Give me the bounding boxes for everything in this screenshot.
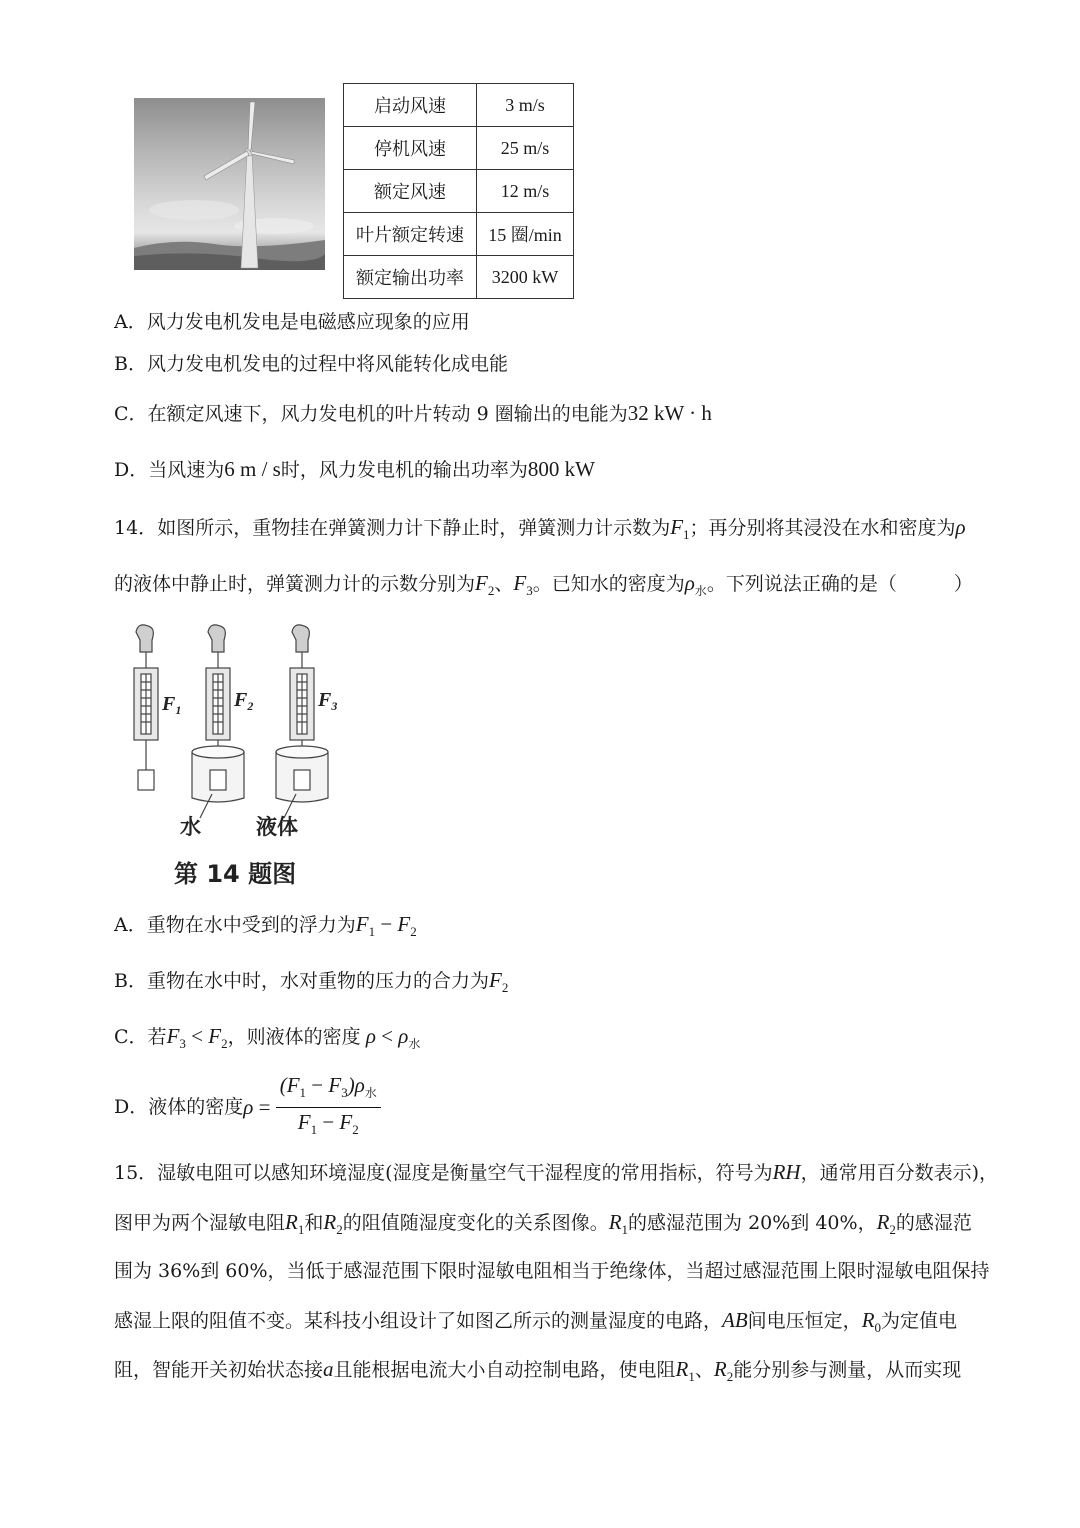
force-symbol: $F_3$ — [513, 571, 533, 598]
power-value: 800 kW — [527, 457, 595, 481]
q13-option-a[interactable] — [114, 310, 470, 334]
q15-stem-line2 — [114, 1210, 972, 1242]
option-letter: C． — [114, 403, 148, 425]
stem-text: 感湿上限的阻值不变。某科技小组设计了如图乙所示的测量湿度的电路， — [114, 1310, 723, 1332]
energy-value: 32 kW · h — [627, 401, 712, 425]
rh-symbol: RH — [772, 1160, 801, 1184]
r1-symbol: $R_1$ — [675, 1357, 695, 1384]
buoyancy-expression: $F_1 - F_2$ — [355, 912, 417, 939]
label-f2: $F_2$ — [234, 689, 254, 713]
q13-option-c[interactable] — [114, 401, 712, 426]
stem-text: ，通常用百分数表示)， — [800, 1162, 999, 1184]
label-f1: $F_1$ — [162, 693, 182, 717]
q13-option-d[interactable] — [114, 457, 595, 482]
table-cell-label: 启动风速 — [344, 84, 477, 127]
r1-symbol: $R_1$ — [608, 1210, 629, 1237]
option-text: 液体的密度 — [148, 1096, 244, 1118]
stem-text: 间电压恒定， — [747, 1310, 862, 1332]
option-text: 当风速为 — [148, 459, 225, 481]
turbine-spec-table — [343, 83, 574, 299]
stem-text: 。已知水的密度为 — [532, 573, 685, 595]
stem-text: 。下列说法正确的是（ ） — [706, 573, 973, 595]
option-text: 重物在水中时，水对重物的压力的合力为 — [146, 970, 489, 992]
force-symbol: $F_2$ — [475, 571, 495, 598]
separator: 、 — [694, 1359, 714, 1381]
q14-stem-line1 — [114, 515, 966, 547]
stem-text: 的液体中静止时，弹簧测力计的示数分别为 — [114, 573, 476, 595]
option-text: 重物在水中受到的浮力为 — [146, 914, 356, 936]
table-cell-label: 叶片额定转速 — [344, 213, 477, 256]
stem-text: 为定值电 — [881, 1310, 958, 1332]
stem-text: 的阻值随湿度变化的关系图像。 — [342, 1212, 609, 1234]
table-row — [344, 127, 574, 170]
figure-caption: 第 14 题图 — [174, 860, 297, 888]
option-text: 风力发电机发电是电磁感应现象的应用 — [146, 311, 470, 333]
label-f3: $F_3$ — [318, 689, 338, 713]
stem-text: 15．湿敏电阻可以感知环境湿度(湿度是衡量空气干湿程度的常用指标，符号为 — [114, 1162, 773, 1184]
option-text: 风力发电机发电的过程中将风能转化成电能 — [146, 353, 508, 375]
spring-scale-diagram — [128, 622, 348, 892]
a-symbol: a — [323, 1357, 334, 1381]
stem-text: 如图所示，重物挂在弹簧测力计下静止时，弹簧测力计示数为 — [157, 517, 671, 539]
table-cell-value: 25 m/s — [477, 127, 574, 170]
option-text: 若 — [147, 1026, 167, 1048]
q15-stem-line3 — [114, 1259, 990, 1283]
q13-option-b[interactable] — [114, 352, 508, 376]
table-cell-label: 额定风速 — [344, 170, 477, 213]
table-row — [344, 213, 574, 256]
r2-symbol: $R_2$ — [876, 1210, 896, 1237]
table-cell-label: 停机风速 — [344, 127, 477, 170]
r0-symbol: $R_0$ — [861, 1308, 882, 1335]
r2-symbol: $R_2$ — [713, 1357, 734, 1384]
stem-text: 阻，智能开关初始状态接 — [114, 1359, 324, 1381]
option-letter: D． — [114, 459, 149, 481]
table-cell-value: 12 m/s — [477, 170, 574, 213]
density-expression: $\rho < \rho_水$ — [365, 1024, 421, 1051]
option-letter: D． — [114, 1096, 149, 1118]
table-row — [344, 170, 574, 213]
table-row — [344, 256, 574, 299]
stem-text: 能分别参与测量，从而实现 — [733, 1359, 962, 1381]
option-letter: A． — [114, 311, 147, 333]
ab-symbol: AB — [722, 1308, 748, 1332]
q14-option-d[interactable] — [114, 1072, 381, 1139]
table-cell-value: 3 m/s — [477, 84, 574, 127]
option-text: 在额定风速下，风力发电机的叶片转动 9 圈输出的电能为 — [147, 403, 628, 425]
label-water: 水 — [180, 815, 201, 839]
r2-symbol: $R_2$ — [323, 1210, 343, 1237]
stem-text: 和 — [304, 1212, 324, 1234]
option-letter: A． — [114, 914, 147, 936]
density-formula: ρ = $\frac{(F_1 - F_3)\rho_水}{F_1 - F_2}$ — [243, 1073, 381, 1142]
stem-text: 围为 36%到 60%，当低于感湿范围下限时湿敏电阻相当于绝缘体，当超过感湿范围上限时湿敏电阻保持 — [114, 1260, 990, 1282]
table-cell-value: 3200 kW — [477, 256, 574, 299]
option-letter: B． — [114, 970, 147, 992]
stem-text: 且能根据电流大小自动控制电路，使电阻 — [333, 1359, 676, 1381]
label-liquid: 液体 — [256, 815, 298, 839]
q15-stem-line4 — [114, 1308, 957, 1340]
q14-option-b[interactable] — [114, 968, 508, 1000]
stem-text: 的感湿范 — [895, 1212, 972, 1234]
option-text: ，则液体的密度 — [227, 1026, 361, 1048]
q14-option-c[interactable] — [114, 1024, 420, 1056]
table-cell-label: 额定输出功率 — [344, 256, 477, 299]
force-expression: $F_2$ — [488, 968, 509, 995]
force-symbol: $F_1$ — [670, 515, 690, 542]
stem-text: ；再分别将其浸没在水和密度为 — [689, 517, 956, 539]
option-text: 时，风力发电机的输出功率为 — [280, 459, 528, 481]
rho-symbol: ρ — [955, 515, 966, 539]
table-row — [344, 84, 574, 127]
stem-text: 的感湿范围为 20%到 40%， — [628, 1212, 877, 1234]
q15-stem-line1 — [114, 1160, 998, 1185]
r1-symbol: $R_1$ — [285, 1210, 305, 1237]
wind-turbine-photo — [134, 98, 325, 270]
q14-figure — [128, 622, 348, 892]
q14-option-a[interactable] — [114, 912, 417, 944]
q15-stem-line5 — [114, 1357, 961, 1389]
question-number: 14． — [114, 517, 158, 539]
q14-stem-line2 — [114, 571, 973, 603]
condition-expression: $F_3 < F_2$ — [166, 1024, 228, 1051]
option-letter: C． — [114, 1026, 148, 1048]
wind-speed-value: 6 m / s — [224, 457, 281, 481]
table-cell-value: 15 圈/min — [477, 213, 574, 256]
stem-text: 图甲为两个湿敏电阻 — [114, 1212, 286, 1234]
option-letter: B． — [114, 353, 147, 375]
rho-water-symbol: $\rho_水$ — [684, 571, 707, 598]
separator: 、 — [494, 573, 514, 595]
